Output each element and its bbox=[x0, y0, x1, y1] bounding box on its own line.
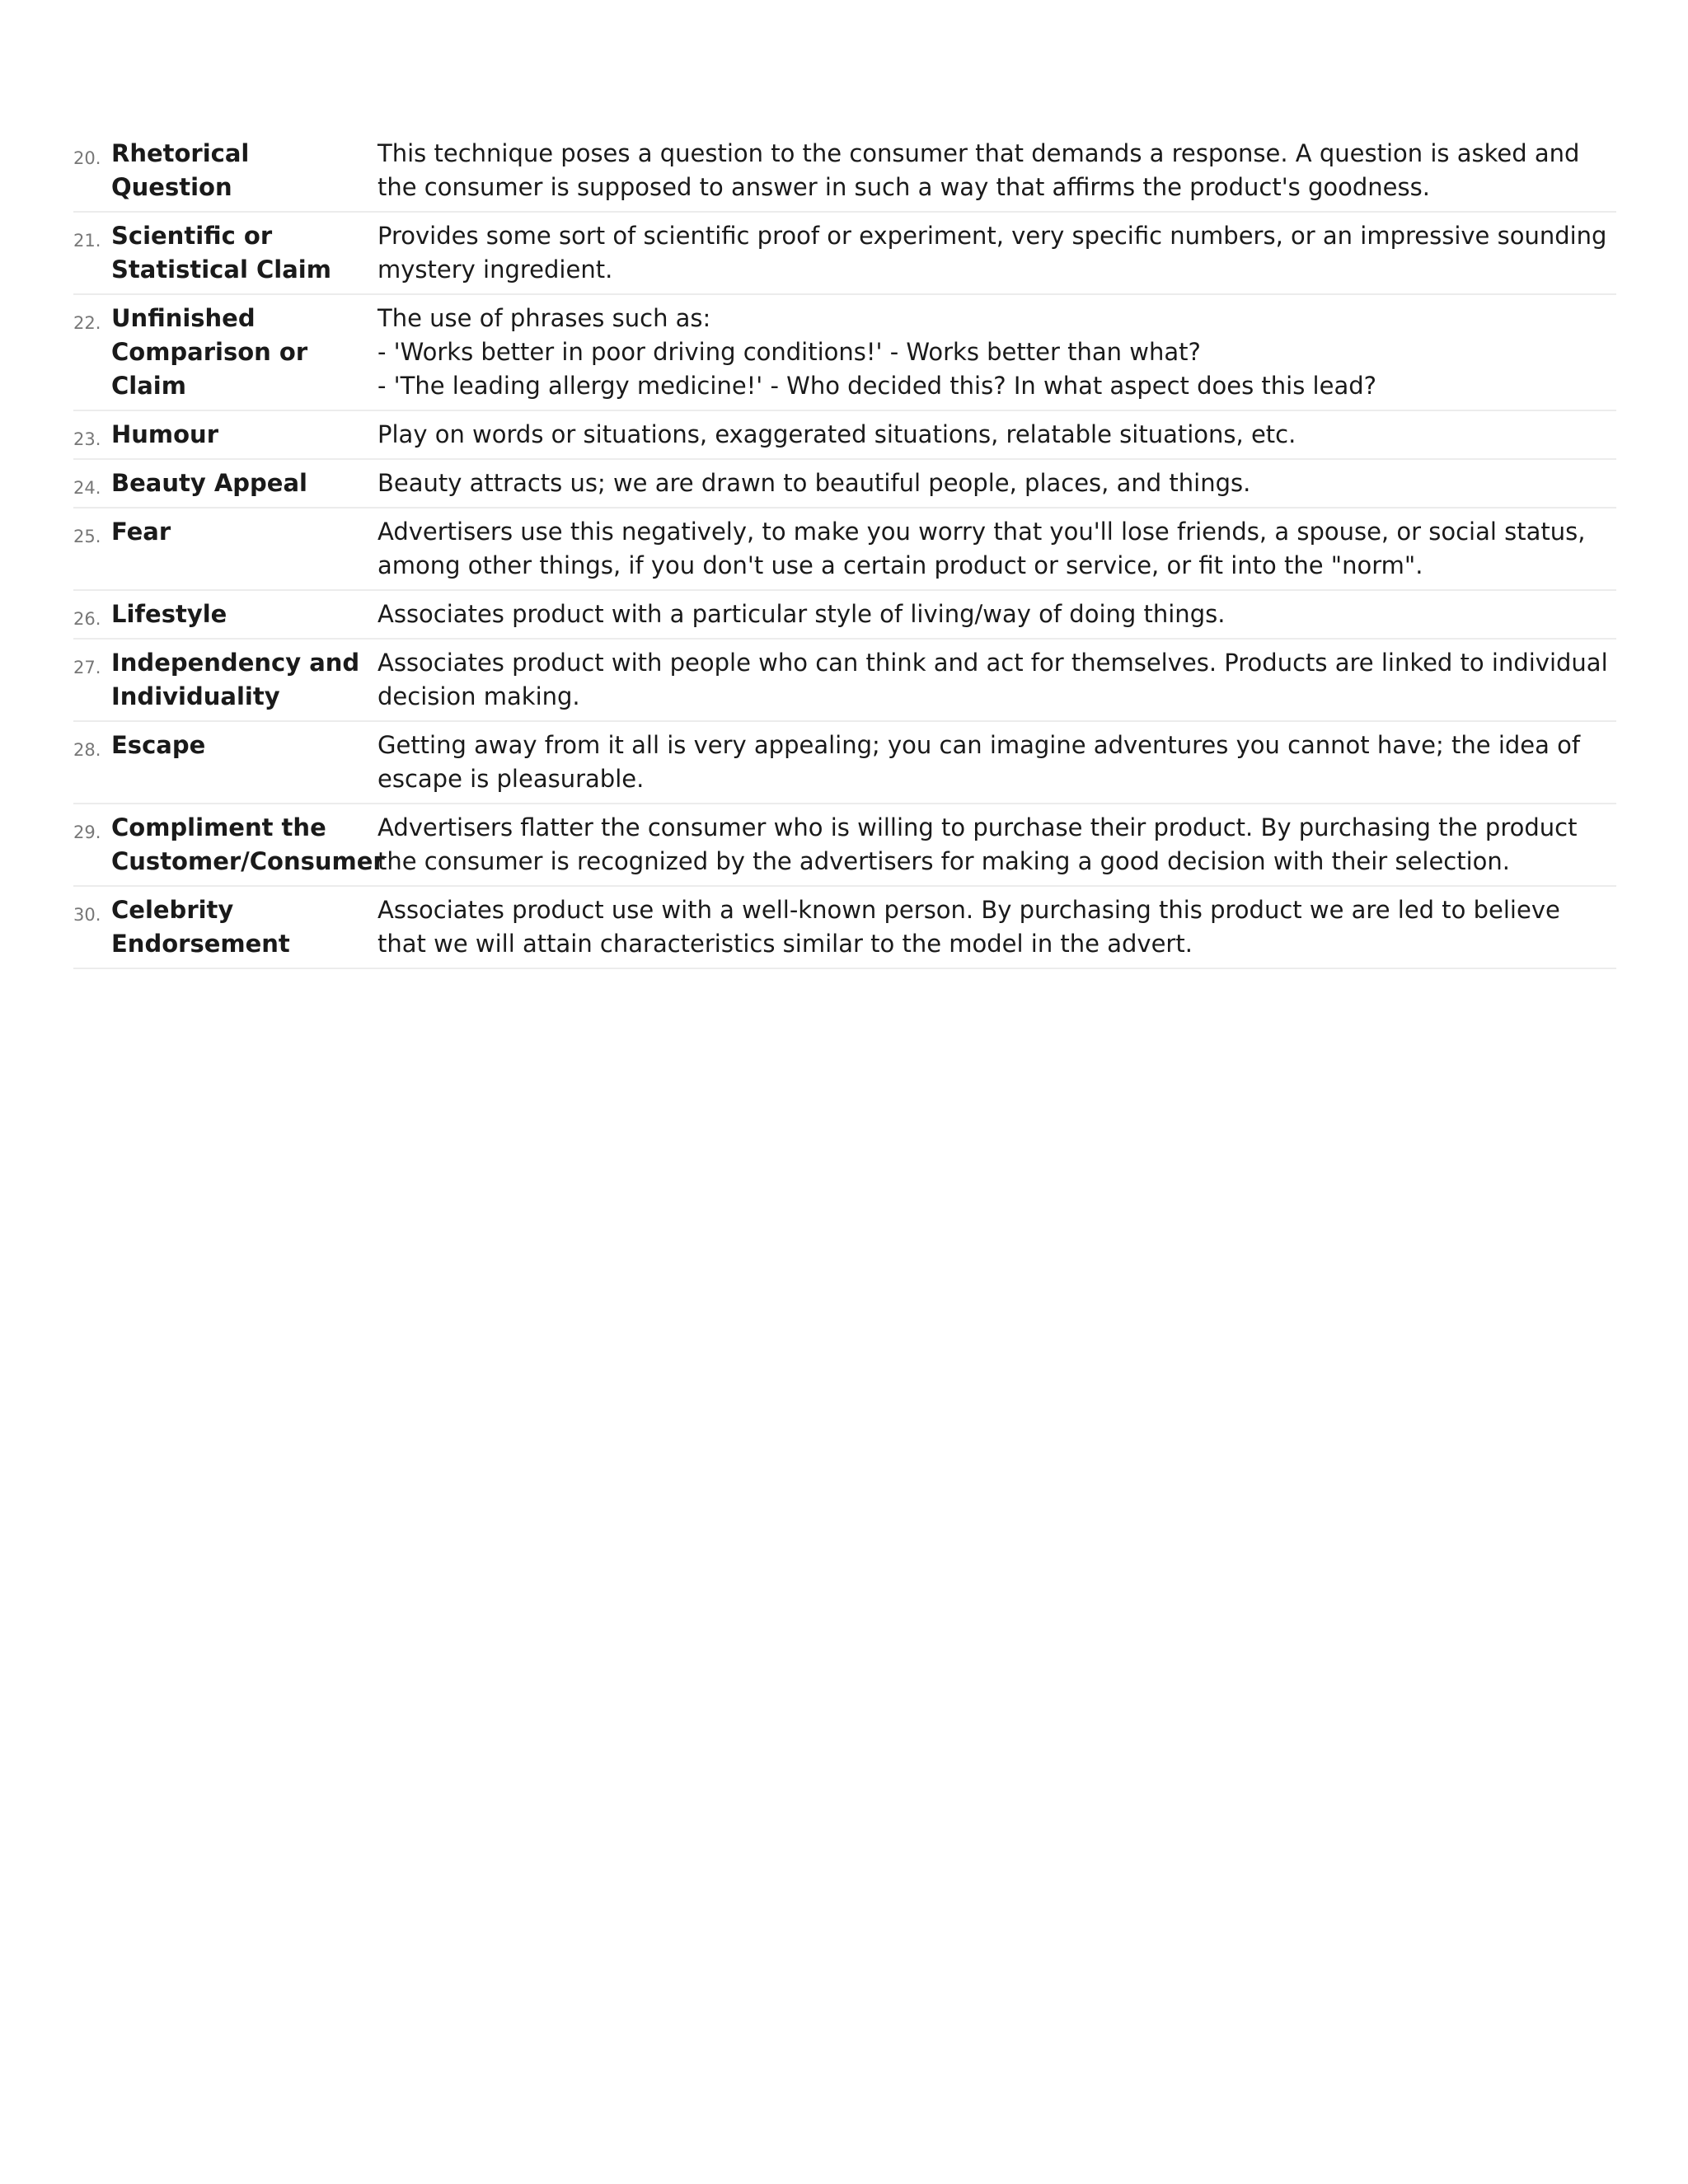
table-row bbox=[73, 460, 1616, 509]
technique-name: Lifestyle bbox=[111, 600, 227, 628]
table-row bbox=[73, 591, 1616, 640]
row-number: 20. bbox=[73, 148, 101, 168]
row-number: 21. bbox=[73, 231, 101, 251]
technique-description: Getting away from it all is very appealing; you can imagine adventures you cannot have; the idea of escape is pleasurable. bbox=[377, 731, 1581, 793]
row-number: 30. bbox=[73, 905, 101, 925]
table-row bbox=[73, 640, 1616, 722]
row-number: 29. bbox=[73, 823, 101, 842]
technique-description: Advertisers flatter the consumer who is willing to purchase their product. By purchasing the product the consumer is recognized by the advertisers for making a good decision with their selection. bbox=[377, 813, 1578, 875]
table-row bbox=[73, 509, 1616, 591]
table-row bbox=[73, 295, 1616, 411]
row-number: 22. bbox=[73, 313, 101, 333]
table-row bbox=[73, 130, 1616, 213]
technique-name: Independency and Individuality bbox=[111, 649, 360, 710]
techniques-table bbox=[73, 130, 1616, 969]
table-row bbox=[73, 722, 1616, 804]
technique-name: Compliment the Customer/Consumer bbox=[111, 813, 385, 875]
technique-name: Escape bbox=[111, 731, 206, 759]
table-row bbox=[73, 887, 1616, 969]
technique-description: The use of phrases such as: - 'Works better in poor driving conditions!' - Works better than what? - 'The leading allergy medicine!' - Who decided this? In what aspect does this lead? bbox=[377, 304, 1377, 400]
technique-name: Humour bbox=[111, 420, 219, 448]
row-number: 26. bbox=[73, 609, 101, 629]
technique-name: Fear bbox=[111, 518, 171, 546]
table-row bbox=[73, 804, 1616, 887]
row-number: 27. bbox=[73, 658, 101, 677]
technique-description: Associates product with people who can think and act for themselves. Products are linked to individual decision making. bbox=[377, 649, 1608, 710]
technique-description: This technique poses a question to the consumer that demands a response. A question is asked and the consumer is supposed to answer in such a way that affirms the product's goodness. bbox=[377, 139, 1580, 201]
row-number: 28. bbox=[73, 740, 101, 760]
technique-description: Associates product with a particular style of living/way of doing things. bbox=[377, 600, 1226, 628]
technique-description: Beauty attracts us; we are drawn to beautiful people, places, and things. bbox=[377, 469, 1251, 497]
table-row bbox=[73, 213, 1616, 295]
technique-description: Associates product use with a well-known person. By purchasing this product we are led to believe that we will attain characteristics similar to the model in the advert. bbox=[377, 896, 1560, 958]
technique-name: Unfinished Comparison or Claim bbox=[111, 304, 308, 400]
row-number: 24. bbox=[73, 478, 101, 498]
row-number: 25. bbox=[73, 527, 101, 546]
technique-name: Beauty Appeal bbox=[111, 469, 307, 497]
technique-name: Rhetorical Question bbox=[111, 139, 250, 201]
technique-name: Scientific or Statistical Claim bbox=[111, 222, 331, 284]
row-number: 23. bbox=[73, 429, 101, 449]
technique-description: Play on words or situations, exaggerated situations, relatable situations, etc. bbox=[377, 420, 1296, 448]
table-row bbox=[73, 411, 1616, 460]
technique-name: Celebrity Endorsement bbox=[111, 896, 290, 958]
technique-description: Advertisers use this negatively, to make you worry that you'll lose friends, a spouse, or social status, among other things, if you don't use a certain product or service, or fit into the "norm". bbox=[377, 518, 1586, 579]
technique-description: Provides some sort of scientific proof or experiment, very specific numbers, or an impressive sounding mystery ingredient. bbox=[377, 222, 1607, 284]
